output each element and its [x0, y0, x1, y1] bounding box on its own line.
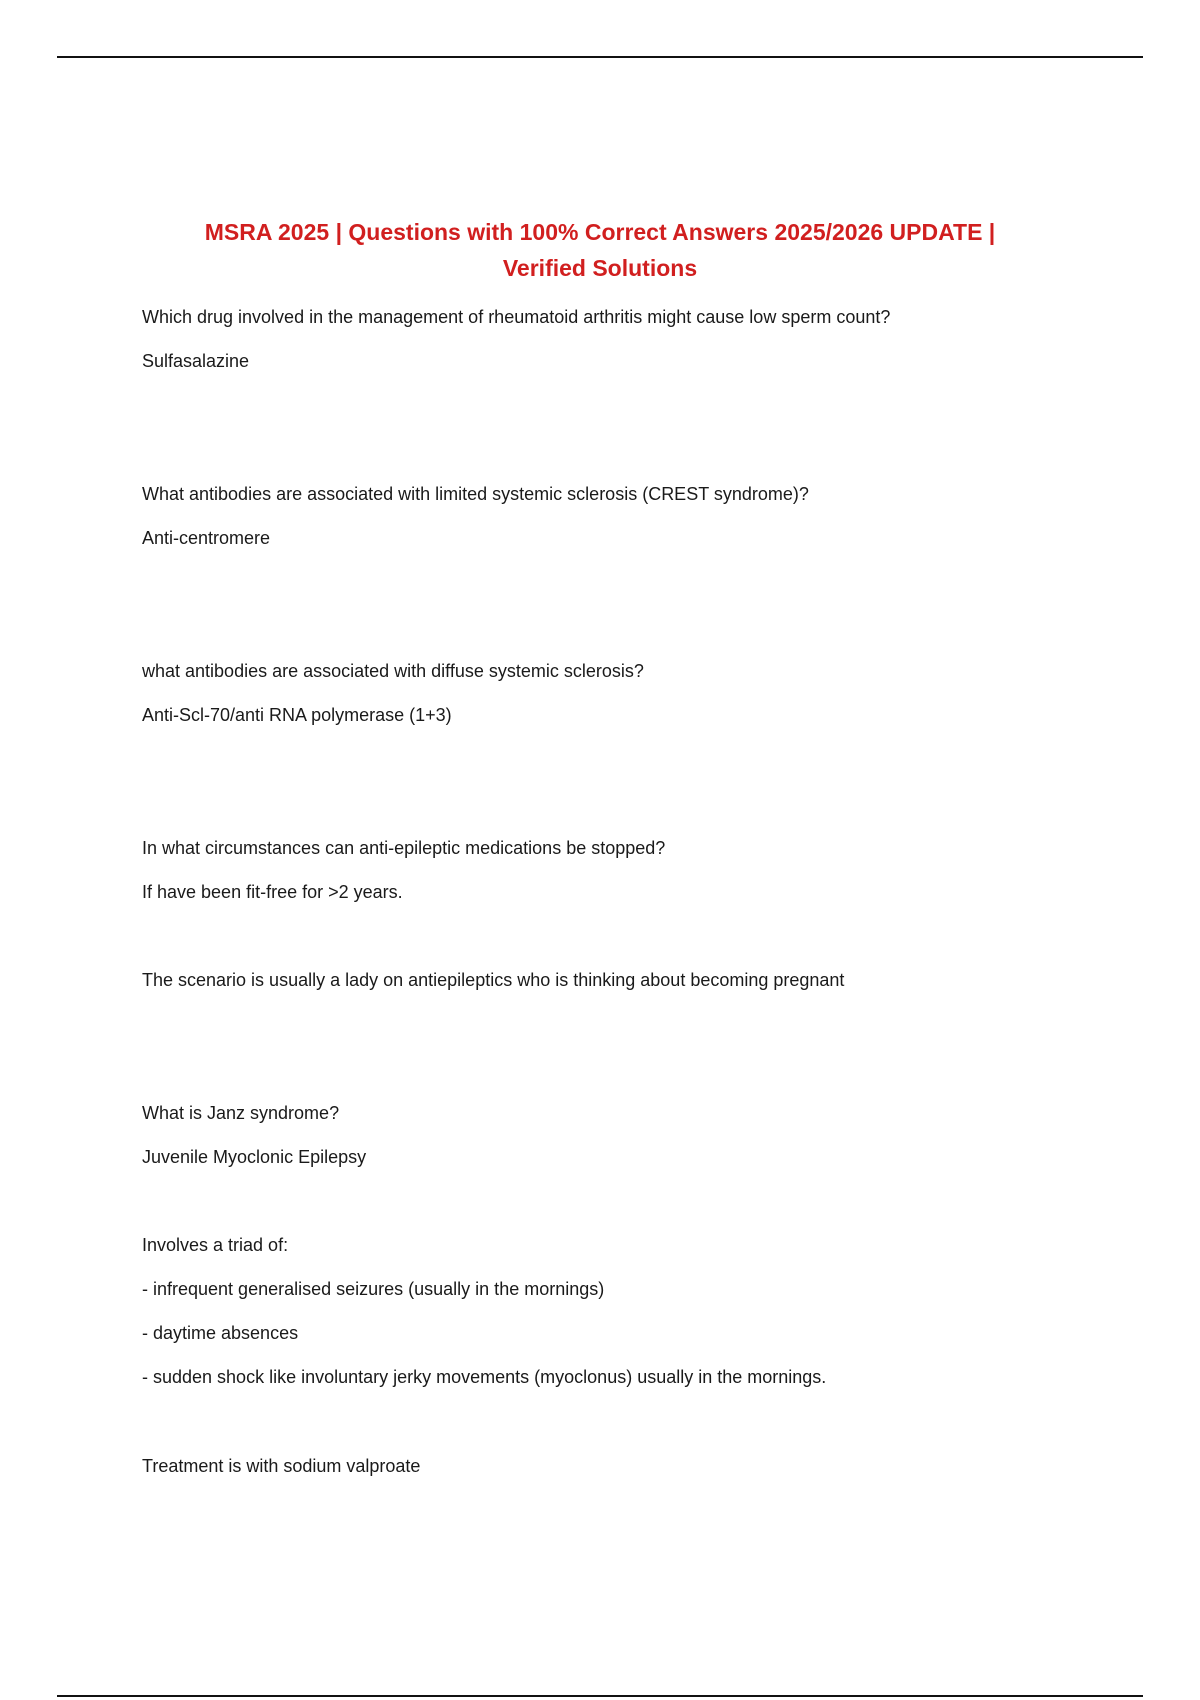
question-2: What antibodies are associated with limited systemic sclerosis (CREST syndrome)?	[142, 484, 809, 504]
triad-item-2: - daytime absences	[142, 1323, 299, 1343]
answer-5: Juvenile Myoclonic Epilepsy	[142, 1147, 367, 1167]
answer-4-note: The scenario is usually a lady on antiepileptics who is thinking about becoming pregnant	[142, 970, 845, 990]
question-4: In what circumstances can anti-epileptic medications be stopped?	[142, 838, 666, 858]
answer-3: Anti-Scl-70/anti RNA polymerase (1+3)	[142, 705, 452, 725]
title-line-1: MSRA 2025 | Questions with 100% Correct Answers 2025/2026 UPDATE |	[204, 219, 996, 245]
question-3: what antibodies are associated with diffuse systemic sclerosis?	[142, 661, 644, 681]
document-title	[140, 214, 1060, 286]
triad-item-1: - infrequent generalised seizures (usually in the mornings)	[142, 1279, 605, 1299]
top-rule	[57, 56, 1143, 58]
treatment-note: Treatment is with sodium valproate	[142, 1456, 421, 1476]
question-1: Which drug involved in the management of rheumatoid arthritis might cause low sperm count?	[142, 307, 891, 327]
bottom-rule	[57, 1695, 1143, 1697]
triad-intro: Involves a triad of:	[142, 1235, 289, 1255]
question-5: What is Janz syndrome?	[142, 1103, 340, 1123]
answer-2: Anti-centromere	[142, 528, 271, 548]
answer-4: If have been fit-free for >2 years.	[142, 882, 403, 902]
triad-item-3: - sudden shock like involuntary jerky movements (myoclonus) usually in the mornings.	[142, 1367, 827, 1387]
title-line-2: Verified Solutions	[502, 255, 698, 281]
answer-1: Sulfasalazine	[142, 351, 250, 371]
